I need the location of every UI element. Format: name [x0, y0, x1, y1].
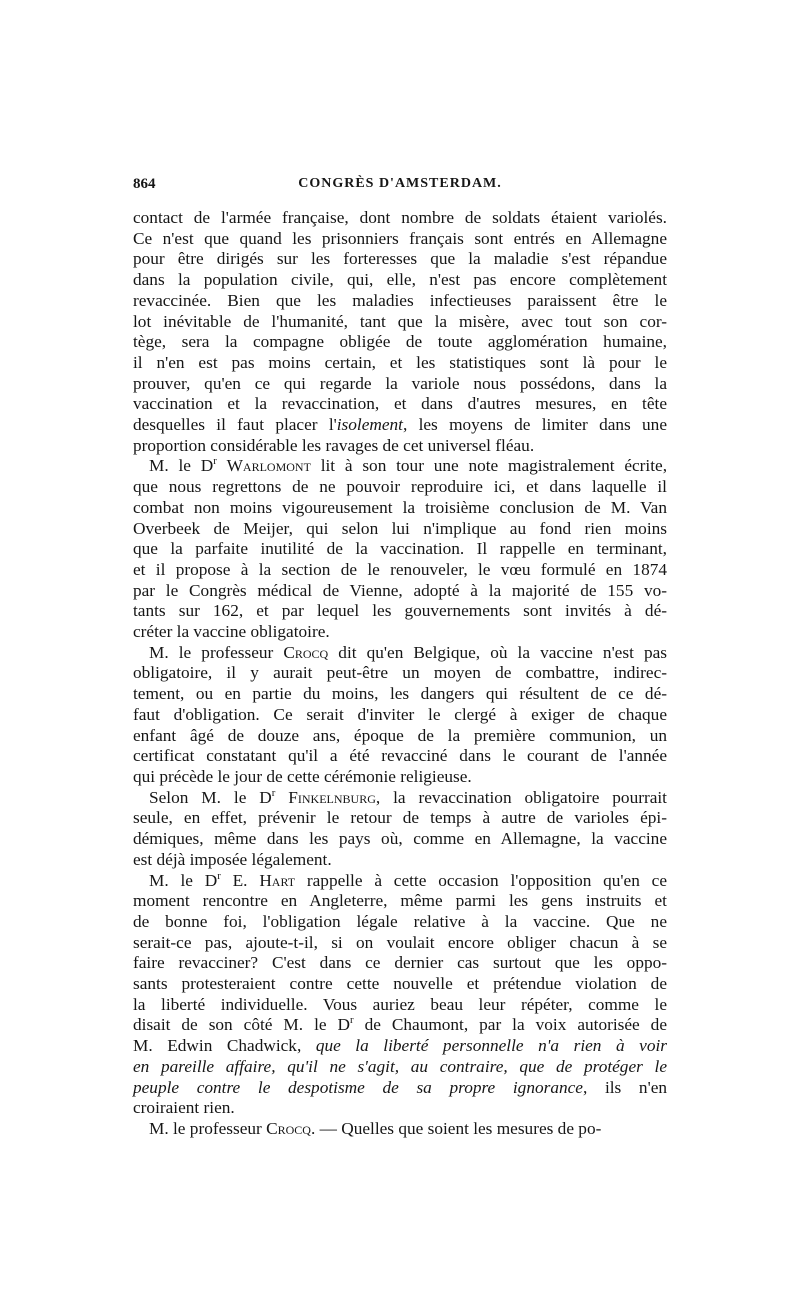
paragraph: [133, 871, 667, 1119]
italic-text: peuple contre le despotisme de sa propre ignorance: [133, 1077, 583, 1097]
running-head: CONGRÈS D'AMSTERDAM.: [298, 176, 502, 191]
text-run: desquelles il faut placer l': [133, 415, 337, 435]
text-line: [133, 601, 667, 622]
text-line: [133, 912, 667, 933]
superscript: r: [350, 1014, 354, 1027]
text-run: E.: [220, 870, 260, 890]
text-line: [133, 891, 667, 912]
text-line: [133, 1036, 667, 1057]
text-line: [133, 519, 667, 540]
text-run: la liberté individuelle. Vous auriez beau leur répéter, comme le: [133, 994, 667, 1014]
text-line: [133, 1119, 667, 1140]
text-run: que la parfaite inutilité de la vaccination. Il rappelle en terminant,: [133, 539, 667, 559]
text-run: moment rencontre en Angleterre, même parmi les gens instruits et: [133, 891, 667, 911]
text-line: [133, 788, 667, 809]
page-number: 864: [133, 176, 156, 192]
text-line: [133, 560, 667, 581]
text-run: faire revacciner? C'est dans ce dernier cas surtout que les oppo-: [133, 953, 667, 973]
text-run: M. Edwin Chadwick,: [133, 1036, 316, 1056]
text-line: [133, 622, 667, 643]
text-run: sants protesteraient contre cette nouvelle et prétendue violation de: [133, 974, 667, 994]
text-line: [133, 829, 667, 850]
paragraph: [133, 788, 667, 871]
text-run: M. le professeur: [149, 642, 284, 662]
text-run: , ils n'en: [582, 1077, 667, 1097]
text-line: [133, 663, 667, 684]
text-line: [133, 705, 667, 726]
text-run: de bonne foi, l'obligation légale relative à la vaccine. Que ne: [133, 911, 667, 931]
text-run: tement, ou en partie du moins, les dangers qui résultent de ce dé-: [133, 684, 667, 704]
text-line: [133, 312, 667, 333]
paragraph: [133, 643, 667, 788]
text-run: Selon M. le D: [149, 787, 272, 807]
text-run: [217, 456, 227, 475]
text-run: croiraient rien.: [133, 1098, 235, 1118]
text-run: , les moyens de limiter dans une: [402, 415, 667, 435]
page-header: [133, 176, 667, 200]
text-run: que nous regrettons de ne pouvoir reproduire ici, et dans laquelle il: [133, 477, 667, 497]
person-name: Crocq: [283, 642, 329, 662]
italic-text: en pareille affaire, qu'il ne s'agit, au contraire, que de protéger le: [133, 1056, 667, 1076]
text-run: tants sur 162, et par lequel les gouvernements sont invités à dé-: [133, 601, 667, 621]
text-line: [133, 1057, 667, 1078]
text-line: [133, 249, 667, 270]
paragraph: [133, 456, 667, 642]
text-run: qui précède le jour de cette cérémonie religieuse.: [133, 766, 472, 786]
text-line: [133, 270, 667, 291]
text-run: lot inévitable de l'humanité, tant que la misère, avec tout son cor-: [133, 311, 667, 331]
text-run: dit qu'en Belgique, où la vaccine n'est pas: [328, 642, 667, 662]
italic-text: isolement: [336, 415, 403, 435]
person-name: Crocq: [266, 1118, 311, 1138]
text-line: [133, 581, 667, 602]
text-line: [133, 498, 667, 519]
text-line: [133, 767, 667, 788]
text-run: et il propose à la section de le renouveler, le vœu formulé en 1874: [133, 559, 667, 579]
text-line: [133, 394, 667, 415]
text-line: [133, 208, 667, 229]
text-run: enfant âgé de douze ans, époque de la première communion, un: [133, 725, 667, 745]
text-run: il n'en est pas moins certain, et les statistiques sont là pour le: [133, 352, 667, 372]
text-line: [133, 933, 667, 954]
superscript: r: [213, 455, 217, 468]
text-run: M. le professeur: [149, 1118, 267, 1138]
text-run: certificat constatant qu'il a été revacciné dans le courant de l'année: [133, 746, 667, 766]
text-line: [133, 539, 667, 560]
text-run: serait-ce pas, ajoute-t-il, si on voulait encore obliger chacun à se: [133, 932, 667, 952]
text-run: seule, en effet, prévenir le retour de temps à autre de varioles épi-: [133, 808, 667, 828]
person-name: Warlomont: [226, 456, 311, 476]
text-run: de Chaumont, par la voix autorisée de: [353, 1015, 667, 1035]
text-run: obligatoire, il y aurait peut-être un moyen de combattre, indirec-: [133, 663, 667, 683]
text-line: [133, 953, 667, 974]
text-run: est déjà imposée légalement.: [133, 849, 332, 869]
paragraph: [133, 208, 667, 456]
text-run: dans la population civile, qui, elle, n'est pas encore complètement: [133, 270, 667, 290]
text-run: créter la vaccine obligatoire.: [133, 622, 330, 642]
text-run: M. le D: [149, 456, 214, 476]
text-line: [133, 746, 667, 767]
text-line: [133, 436, 667, 457]
text-line: [133, 374, 667, 395]
person-name: Finkelnburg: [288, 787, 376, 807]
text-run: . — Quelles que soient les mesures de po-: [310, 1118, 602, 1138]
text-run: M. le D: [149, 870, 218, 890]
text-line: [133, 871, 667, 892]
text-run: combat non moins vigoureusement la troisième conclusion de M. Van: [133, 497, 667, 517]
superscript: r: [217, 869, 221, 882]
text-line: [133, 1098, 667, 1119]
text-run: démiques, même dans les pays où, comme en Allemagne, la vaccine: [133, 829, 667, 849]
text-run: prouver, qu'en ce qui regarde la variole nous possédons, dans la: [133, 373, 667, 393]
text-line: [133, 1015, 667, 1036]
text-run: Ce n'est que quand les prisonniers français sont entrés en Allemagne: [133, 228, 667, 248]
text-line: [133, 995, 667, 1016]
text-line: [133, 808, 667, 829]
text-line: [133, 456, 667, 477]
text-run: , la revaccination obligatoire pourrait: [375, 787, 667, 807]
body-text: [133, 208, 667, 1140]
text-run: rappelle à cette occasion l'opposition qu'en ce: [295, 870, 667, 890]
text-run: revaccinée. Bien que les maladies infectieuses paraissent être le: [133, 290, 667, 310]
text-line: [133, 850, 667, 871]
text-run: faut d'obligation. Ce serait d'inviter le clergé à exiger de chaque: [133, 704, 667, 724]
text-run: disait de son côté M. le D: [133, 1015, 351, 1035]
paragraph: [133, 1119, 667, 1140]
text-run: par le Congrès médical de Vienne, adopté à la majorité de 155 vo-: [133, 580, 667, 600]
text-line: [133, 415, 667, 436]
text-run: lit à son tour une note magistralement écrite,: [310, 456, 668, 476]
text-line: [133, 684, 667, 705]
text-line: [133, 1078, 667, 1099]
superscript: r: [271, 786, 276, 799]
text-line: [133, 291, 667, 312]
text-line: [133, 974, 667, 995]
text-line: [133, 229, 667, 250]
italic-text: que la liberté personnelle n'a rien à voir: [315, 1036, 667, 1056]
text-run: contact de l'armée française, dont nombre de soldats étaient variolés.: [133, 208, 667, 227]
text-line: [133, 332, 667, 353]
text-line: [133, 643, 667, 664]
person-name: Hart: [259, 870, 296, 890]
text-run: proportion considérable les ravages de cet universel fléau.: [133, 435, 535, 455]
text-run: tège, sera la compagne obligée de toute agglomération humaine,: [133, 332, 667, 352]
text-run: pour être dirigés sur les forteresses que la maladie s'est répandue: [133, 249, 667, 269]
text-line: [133, 726, 667, 747]
text-run: vaccination et la revaccination, et dans d'autres mesures, en tête: [133, 394, 667, 414]
text-run: Overbeek de Meijer, qui selon lui n'implique au fond rien moins: [133, 518, 667, 538]
text-line: [133, 353, 667, 374]
text-line: [133, 477, 667, 498]
text-run: [275, 788, 288, 807]
